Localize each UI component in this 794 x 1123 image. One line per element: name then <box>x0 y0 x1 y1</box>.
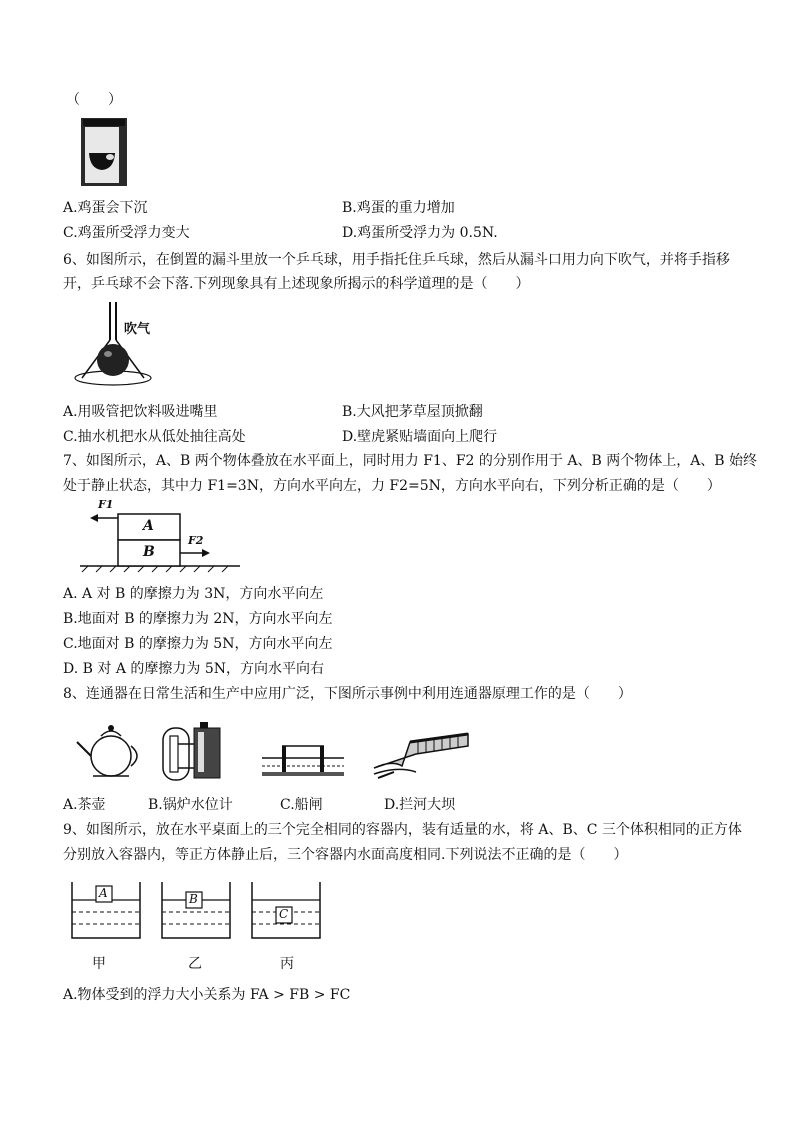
q9-label-jia: 甲 <box>92 956 106 972</box>
q6-option-a[interactable]: A.用吸管把饮料吸进嘴里 <box>63 404 218 420</box>
q7-stacked-blocks-figure <box>80 498 240 574</box>
q8-option-b[interactable]: B.锅炉水位计 <box>148 797 233 813</box>
q7-option-b[interactable]: B.地面对 B 的摩擦力为 2N，方向水平向左 <box>63 611 333 627</box>
q9-block-a: A <box>99 886 108 900</box>
q8-teapot-figure <box>75 720 145 782</box>
q9-container-bing <box>250 882 322 940</box>
q9-block-b: B <box>189 892 198 906</box>
q7-option-c[interactable]: C.地面对 B 的摩擦力为 5N，方向水平向左 <box>63 636 333 652</box>
q6-blow-label: 吹气 <box>124 322 151 337</box>
q7-stem-line1: 7、如图所示，A、B 两个物体叠放在水平面上，同时用力 F1、F2 的分别作用于 A、B 两个物体上，A、B 始终 <box>63 453 758 469</box>
q9-container-jia <box>70 882 142 940</box>
q6-stem-line2: 开，乒乓球不会下落.下列现象具有上述现象所揭示的科学道理的是（ ） <box>63 276 530 292</box>
q6-option-b[interactable]: B.大风把茅草屋顶掀翻 <box>342 404 483 420</box>
q5-answer-blank: （ ） <box>66 92 122 108</box>
q9-label-yi: 乙 <box>188 956 202 972</box>
q9-option-a[interactable]: A.物体受到的浮力大小关系为 FA > FB > FC <box>63 987 351 1003</box>
q6-stem-line1: 6、如图所示，在倒置的漏斗里放一个乒乓球，用手指托住乒乓球，然后从漏斗口用力向下吹气，并将手指移 <box>63 252 730 268</box>
q8-option-a[interactable]: A.茶壶 <box>63 797 106 813</box>
q8-option-c[interactable]: C.船闸 <box>280 797 323 813</box>
q7-option-d[interactable]: D. B 对 A 的摩擦力为 5N，方向水平向右 <box>63 661 324 677</box>
q7-force1-label: F1 <box>98 498 114 511</box>
q5-option-c[interactable]: C.鸡蛋所受浮力变大 <box>63 225 190 241</box>
q7-force2-label: F2 <box>188 534 204 547</box>
q7-stem-line2: 处于静止状态，其中力 F1=3N，方向水平向左，力 F2=5N，方向水平向右，下列分析正确的是（ ） <box>63 478 721 494</box>
q9-label-bing: 丙 <box>280 956 294 972</box>
q9-stem-line1: 9、如图所示，放在水平桌面上的三个完全相同的容器内，装有适量的水，将 A、B、C 三个体积相同的正方体 <box>63 822 742 838</box>
q9-stem-line2: 分别放入容器内，等正方体静止后，三个容器内水面高度相同.下列说法不正确的是（ ） <box>63 847 628 863</box>
q8-boiler-gauge-figure <box>160 722 226 784</box>
q6-funnel-figure <box>72 300 172 390</box>
q6-option-c[interactable]: C.抽水机把水从低处抽往高处 <box>63 429 246 445</box>
q5-option-d[interactable]: D.鸡蛋所受浮力为 0.5N. <box>342 225 498 241</box>
q6-option-d[interactable]: D.壁虎紧贴墙面向上爬行 <box>342 429 498 445</box>
q8-ship-lock-figure <box>262 722 344 780</box>
q7-option-a[interactable]: A. A 对 B 的摩擦力为 3N，方向水平向左 <box>63 586 324 602</box>
q7-block-b-label: B <box>143 544 155 560</box>
q8-stem-line1: 8、连通器在日常生活和生产中应用广泛，下图所示事例中利用连通器原理工作的是（ ） <box>63 686 632 702</box>
q5-egg-cup-figure <box>80 117 128 187</box>
q9-block-c: C <box>279 907 289 921</box>
q8-dam-figure <box>372 720 472 780</box>
q8-option-d[interactable]: D.拦河大坝 <box>384 797 456 813</box>
q5-option-a[interactable]: A.鸡蛋会下沉 <box>63 200 148 216</box>
q7-block-a-label: A <box>143 518 154 534</box>
q5-option-b[interactable]: B.鸡蛋的重力增加 <box>342 200 455 216</box>
q9-container-yi <box>160 882 232 940</box>
